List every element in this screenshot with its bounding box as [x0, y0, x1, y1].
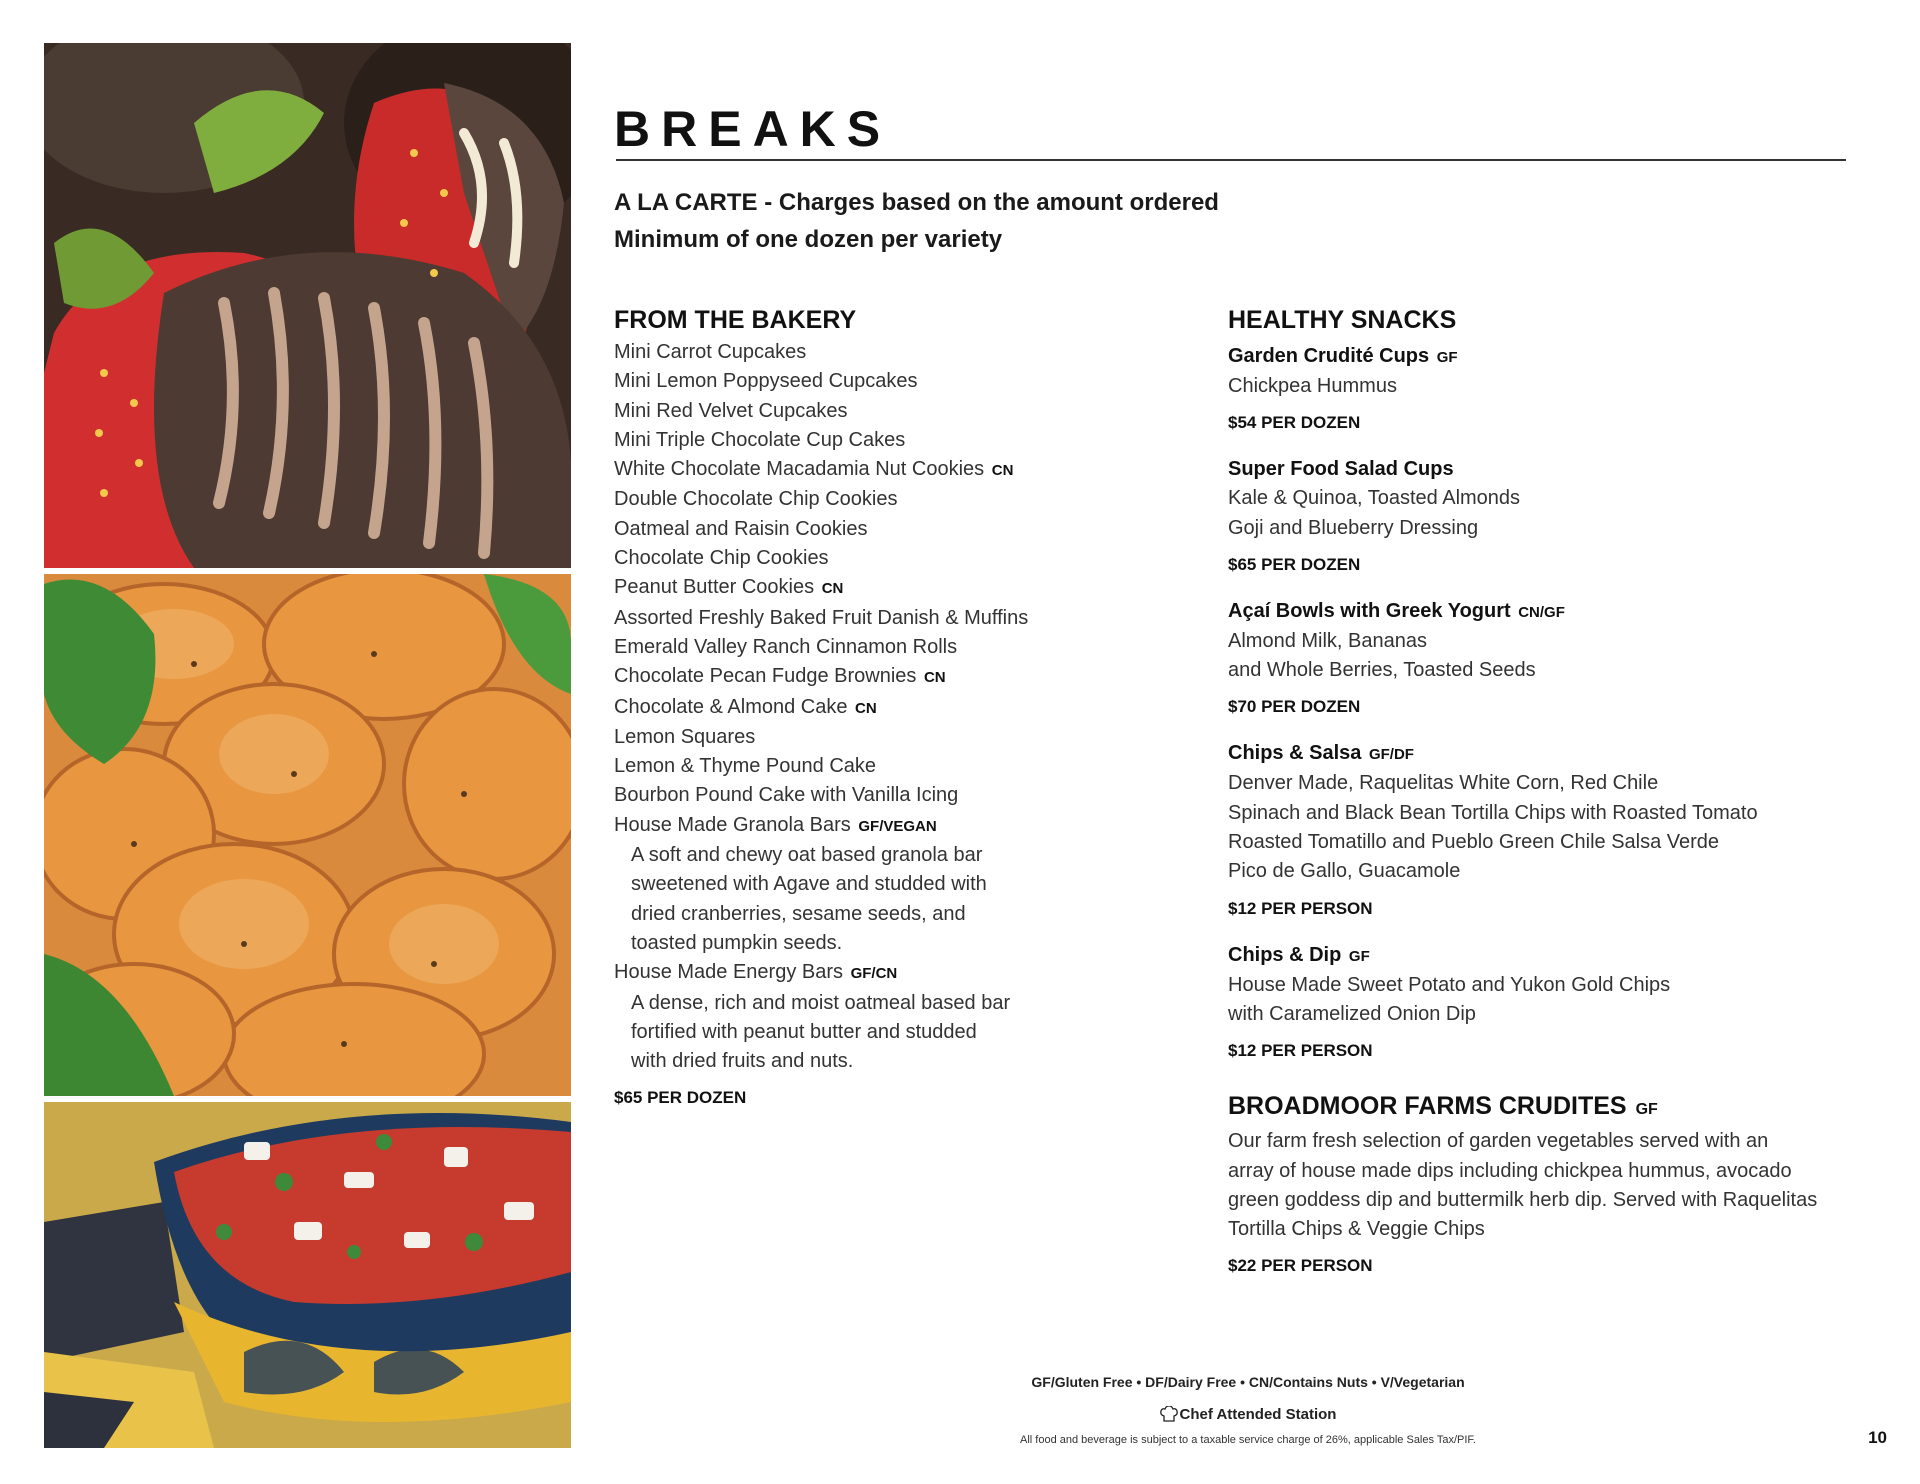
chef-hat-icon — [1160, 1406, 1178, 1422]
title-underline — [616, 159, 1846, 161]
item-description: Chickpea Hummus — [1228, 375, 1397, 397]
diet-tag: CN/GF — [1518, 603, 1565, 621]
item-description: Spinach and Black Bean Tortilla Chips with Roasted Tomato — [1228, 801, 1758, 824]
list-item: Chocolate Pecan Fudge Brownies CN — [614, 665, 946, 688]
bakery-list — [614, 338, 1194, 1076]
chef-attended-note — [960, 1406, 1536, 1423]
item-description: Roasted Tomatillo and Pueblo Green Chile Salsa Verde — [1228, 831, 1720, 854]
sweet-potato-chips-photo — [44, 574, 571, 1096]
list-item: Peanut Butter Cookies CN — [614, 576, 844, 599]
menu-item-garden-crudite-cups — [1228, 342, 1868, 436]
item-price: $22 PER PERSON — [1228, 1256, 1373, 1276]
list-item: Lemon & Thyme Pound Cake — [614, 755, 877, 778]
service-charge-note: All food and beverage is subject to a taxable service charge of 26%, applicable Sales Tax/PIF. — [1020, 1434, 1476, 1446]
item-description: Almond Milk, Bananas — [1228, 629, 1427, 652]
page-number: 10 — [1868, 1428, 1887, 1447]
diet-tag: GF — [1635, 1101, 1658, 1119]
list-item: Chocolate & Almond Cake CN — [614, 695, 877, 718]
item-description: with Caramelized Onion Dip — [1228, 1002, 1476, 1025]
bakery-section — [614, 302, 1194, 1111]
diet-tag: GF/VEGAN — [858, 817, 937, 835]
list-item: House Made Energy Bars GF/CN — [614, 961, 898, 984]
list-item: Mini Lemon Poppyseed Cupcakes — [614, 370, 918, 393]
item-name: Chips & Dip GF — [1228, 943, 1370, 966]
pico-de-gallo-salsa-photo — [44, 1102, 571, 1448]
item-name: Açaí Bowls with Greek Yogurt CN/GF — [1228, 599, 1565, 622]
item-description: House Made Sweet Potato and Yukon Gold Chips — [1228, 973, 1671, 996]
list-item: Emerald Valley Ranch Cinnamon Rolls — [614, 635, 958, 658]
item-description: Tortilla Chips & Veggie Chips — [1228, 1218, 1485, 1241]
menu-item-super-food-salad-cups — [1228, 455, 1868, 578]
item-name: Super Food Salad Cups — [1228, 458, 1454, 481]
item-description: Goji and Blueberry Dressing — [1228, 516, 1479, 539]
item-description: Denver Made, Raquelitas White Corn, Red Chile — [1228, 772, 1659, 795]
item-description: fortified with peanut butter and studded — [631, 1020, 977, 1043]
item-description: array of house made dips including chickpea hummus, avocado — [1228, 1159, 1792, 1182]
item-price: $70 PER DOZEN — [1228, 697, 1361, 717]
list-item: Lemon Squares — [614, 725, 756, 748]
list-item: Double Chocolate Chip Cookies — [614, 488, 898, 511]
item-description: Kale & Quinoa, Toasted Almonds — [1228, 487, 1521, 510]
list-item: White Chocolate Macadamia Nut Cookies CN — [614, 458, 1014, 481]
menu-item-chips-and-dip — [1228, 941, 1868, 1065]
diet-tag: CN — [855, 699, 877, 717]
diet-tag: CN — [821, 580, 844, 598]
list-item: Bourbon Pound Cake with Vanilla Icing — [614, 784, 959, 807]
page-title: BREAKS — [614, 101, 892, 157]
healthy-snacks-heading: HEALTHY SNACKS — [1228, 306, 1457, 334]
diet-tag: CN — [923, 669, 946, 687]
diet-tag: GF/CN — [850, 965, 898, 983]
item-description: A soft and chewy oat based granola bar — [631, 844, 983, 867]
item-description: A dense, rich and moist oatmeal based bar — [631, 991, 1011, 1014]
diet-tag: CN — [991, 462, 1014, 480]
dietary-legend: GF/Gluten Free • DF/Dairy Free • CN/Contains Nuts • V/Vegetarian — [1031, 1374, 1465, 1390]
diet-tag: GF — [1348, 947, 1370, 965]
menu-item-acai-bowls — [1228, 597, 1868, 721]
item-name: Chips & Salsa GF/DF — [1228, 742, 1414, 765]
item-description: Pico de Gallo, Guacamole — [1228, 860, 1461, 883]
item-description: Our farm fresh selection of garden vegetables served with an — [1228, 1130, 1769, 1153]
item-price: $12 PER PERSON — [1228, 1041, 1373, 1061]
intro-text — [614, 184, 1219, 258]
diet-tag: GF — [1436, 349, 1458, 366]
item-description: sweetened with Agave and studded with — [631, 873, 987, 896]
item-description: toasted pumpkin seeds. — [631, 931, 843, 954]
list-item: Mini Carrot Cupcakes — [614, 341, 807, 363]
healthy-snacks-section — [1228, 302, 1868, 1279]
intro-line: Minimum of one dozen per variety — [614, 226, 1003, 253]
farms-heading: BROADMOOR FARMS CRUDITES GF — [1228, 1092, 1658, 1121]
broadmoor-farms-crudites — [1228, 1089, 1868, 1279]
item-description: dried cranberries, sesame seeds, and — [631, 902, 966, 925]
menu-item-chips-and-salsa — [1228, 739, 1868, 921]
item-description: with dried fruits and nuts. — [631, 1050, 854, 1073]
item-description: and Whole Berries, Toasted Seeds — [1228, 659, 1536, 682]
item-price: $65 PER DOZEN — [1228, 554, 1361, 574]
item-price: $54 PER DOZEN — [1228, 413, 1361, 433]
list-item: Mini Triple Chocolate Cup Cakes — [614, 428, 906, 451]
list-item: House Made Granola Bars GF/VEGAN — [614, 813, 937, 836]
list-item: Chocolate Chip Cookies — [614, 547, 829, 570]
list-item: Oatmeal and Raisin Cookies — [614, 517, 868, 540]
diet-tag: GF/DF — [1368, 746, 1414, 764]
item-price: $12 PER PERSON — [1228, 898, 1373, 918]
item-description: green goddess dip and buttermilk herb dip. Served with Raquelitas — [1228, 1188, 1818, 1211]
intro-line: A LA CARTE - Charges based on the amount ordered — [614, 189, 1219, 216]
item-name: Garden Crudité Cups GF — [1228, 345, 1458, 367]
bakery-heading: FROM THE BAKERY — [614, 306, 857, 334]
bakery-price: $65 PER DOZEN — [614, 1088, 747, 1108]
chocolate-dipped-strawberries-photo — [44, 43, 571, 568]
list-item: Mini Red Velvet Cupcakes — [614, 399, 848, 422]
chef-attended-label: Chef Attended Station — [1179, 1406, 1337, 1423]
list-item: Assorted Freshly Baked Fruit Danish & Muffins — [614, 606, 1029, 629]
